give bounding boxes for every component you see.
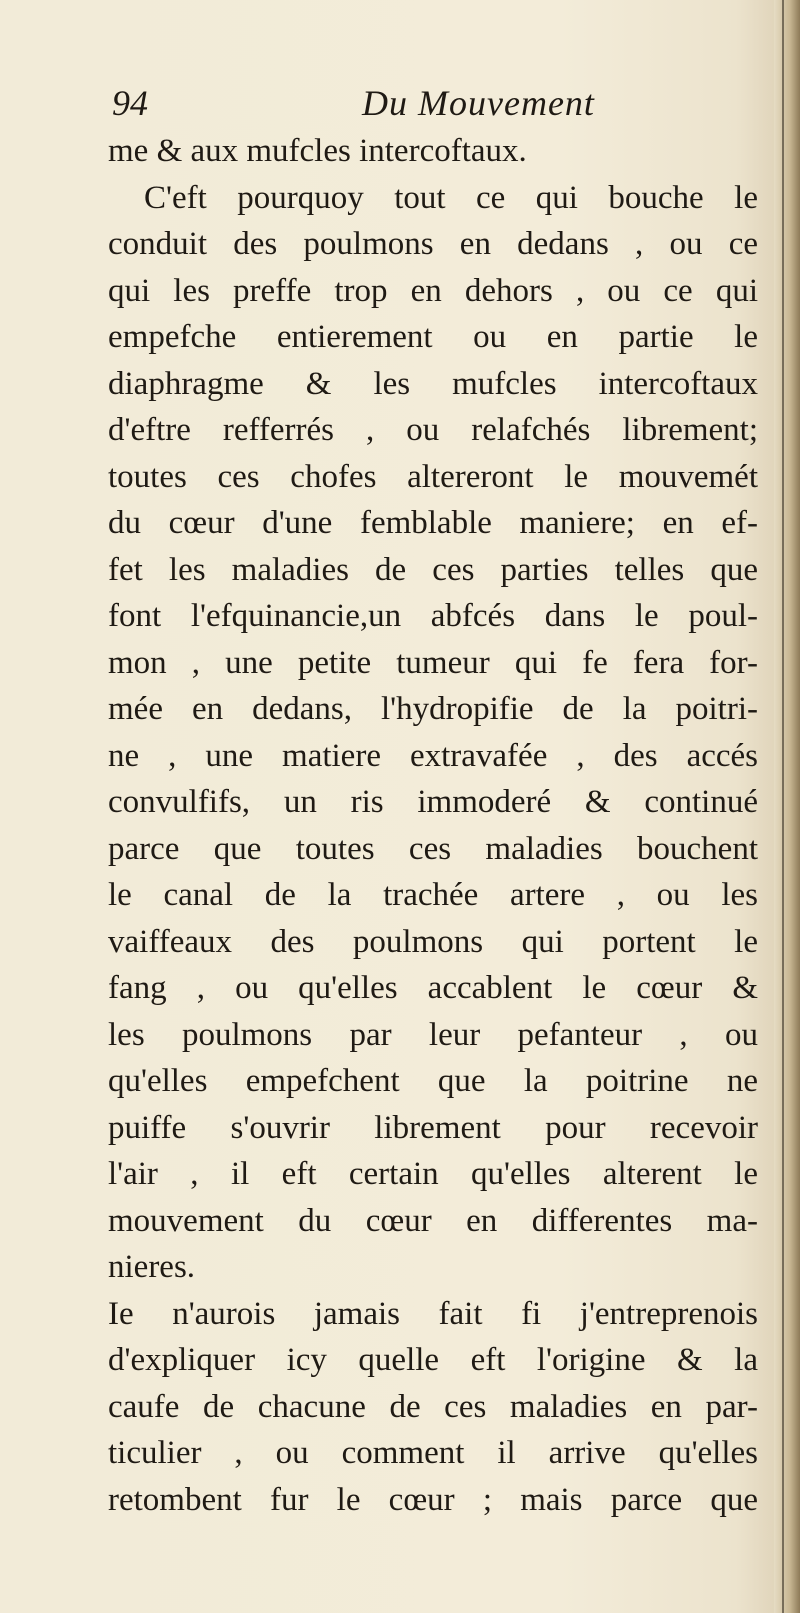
text-line: Ie n'aurois jamais fait fi j'entreprenois <box>108 1295 758 1332</box>
page-number: 94 <box>112 83 148 123</box>
text-line: conduit des poulmons en dedans , ou ce <box>108 226 758 262</box>
text-line: mouvement du cœur en differentes ma- <box>108 1202 758 1239</box>
text-line: ne , une matiere extravafée , des accés <box>108 737 758 774</box>
text-line: mon , une petite tumeur qui fe fera for- <box>108 644 758 681</box>
text-line: le canal de la trachée artere , ou les <box>108 877 758 913</box>
text-line: diaphragme & les mufcles intercoftaux <box>108 365 758 402</box>
text-line: d'expliquer icy quelle eft l'origine & la <box>108 1342 758 1378</box>
text-line: C'eft pourquoy tout ce qui bouche le <box>144 179 758 216</box>
text-line: fet les maladies de ces parties telles que <box>108 551 758 588</box>
text-line: caufe de chacune de ces maladies en par- <box>108 1388 758 1425</box>
gutter-line <box>782 0 784 1613</box>
page-edge <box>774 0 800 1613</box>
text-line: mée en dedans, l'hydropifie de la poitri- <box>108 691 758 727</box>
text-line: font l'efquinancie,un abfcés dans le poul- <box>108 598 758 634</box>
text-line: d'eftre refferrés , ou relafchés librement; <box>108 412 758 448</box>
text-line: qu'elles empefchent que la poitrine ne <box>108 1063 758 1099</box>
text-line: vaiffeaux des poulmons qui portent le <box>108 923 758 960</box>
text-line: fang , ou qu'elles accablent le cœur & <box>108 970 758 1006</box>
running-head: Du Mouvement <box>362 83 595 123</box>
text-line: me & aux mufcles intercoftaux. <box>108 133 527 169</box>
text-line: qui les preffe trop en dehors , ou ce qui <box>108 272 758 309</box>
text-line: retombent fur le cœur ; mais parce que <box>108 1481 758 1518</box>
text-line: empefche entierement ou en partie le <box>108 319 758 355</box>
text-line: les poulmons par leur pefanteur , ou <box>108 1016 758 1053</box>
page-header <box>112 78 632 128</box>
text-line: nieres. <box>108 1249 196 1285</box>
text-line: toutes ces chofes altereront le mouvemét <box>108 458 758 495</box>
text-line: convulfifs, un ris immoderé & continué <box>108 784 758 820</box>
text-line: du cœur d'une femblable maniere; en ef- <box>108 505 758 541</box>
text-line: puiffe s'ouvrir librement pour recevoir <box>108 1109 758 1146</box>
text-line: ticulier , ou comment il arrive qu'elles <box>108 1435 758 1471</box>
text-line: l'air , il eft certain qu'elles alterent le <box>108 1156 758 1192</box>
body-text <box>108 128 758 1523</box>
text-line: parce que toutes ces maladies bouchent <box>108 830 758 867</box>
